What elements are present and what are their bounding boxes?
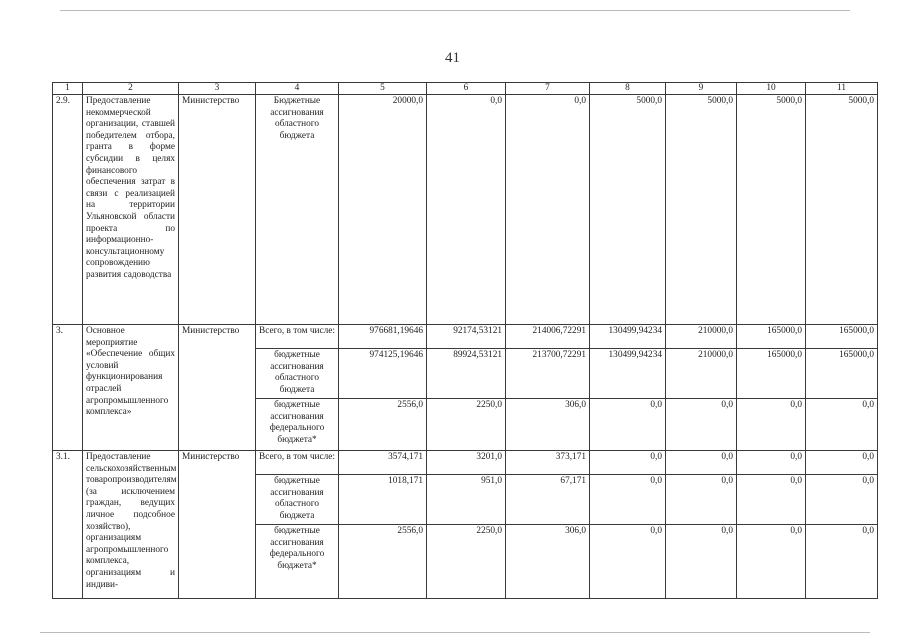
value-cell: 2556,0 [339,399,427,451]
funding-source: бюджетные ассигнования областного бюджета [256,475,339,525]
value-cell: 0,0 [506,95,590,325]
col-header-6: 6 [427,83,506,95]
value-cell: 5000,0 [806,95,878,325]
col-header-4: 4 [256,83,339,95]
value-cell: 0,0 [806,399,878,451]
value-cell: 0,0 [590,451,666,475]
value-cell: 214006,72291 [506,325,590,349]
col-header-1: 1 [53,83,83,95]
value-cell: 2250,0 [427,525,506,599]
activity-name: Предоставление сельскохозяйственным товаропроизводителям (за исключением граждан, ведущих личное подсобное хозяйство), организациям агропромышленного комплекса, организациям и индиви- [83,451,179,599]
value-cell: 5000,0 [590,95,666,325]
executor: Министерство [179,451,256,599]
value-cell: 0,0 [737,475,806,525]
col-header-11: 11 [806,83,878,95]
col-header-3: 3 [179,83,256,95]
funding-source: бюджетные ассигнования областного бюджета [256,349,339,399]
value-cell: 0,0 [590,399,666,451]
budget-table [52,82,878,599]
value-cell: 20000,0 [339,95,427,325]
value-cell: 3574,171 [339,451,427,475]
col-header-10: 10 [737,83,806,95]
value-cell: 0,0 [666,475,737,525]
value-cell: 67,171 [506,475,590,525]
value-cell: 0,0 [806,475,878,525]
funding-source: бюджетные ассигнования федерального бюджета* [256,399,339,451]
value-cell: 0,0 [737,451,806,475]
value-cell: 130499,94234 [590,325,666,349]
table-row-3-1-total [53,451,878,475]
activity-name: Предоставление некоммерческой организации, ставшей победителем отбора, гранта в форме субсидии в целях финансового обеспечения затрат в связи с реализацией на территории Ульяновской области проекта по информационно-консультационному сопровождению развития садоводства [83,95,179,325]
value-cell: 976681,19646 [339,325,427,349]
value-cell: 0,0 [806,525,878,599]
col-header-2: 2 [83,83,179,95]
value-cell: 0,0 [737,399,806,451]
value-cell: 0,0 [666,451,737,475]
value-cell: 306,0 [506,399,590,451]
table-row-2-9 [53,95,878,325]
col-header-9: 9 [666,83,737,95]
value-cell: 92174,53121 [427,325,506,349]
executor: Министерство [179,95,256,325]
scan-artifact [60,10,850,11]
col-header-7: 7 [506,83,590,95]
col-header-5: 5 [339,83,427,95]
column-number-row [53,83,878,95]
activity-name: Основное мероприятие «Обеспечение общих условий функционирования отраслей агропромышленного комплекса» [83,325,179,451]
value-cell: 89924,53121 [427,349,506,399]
value-cell: 974125,19646 [339,349,427,399]
row-number: 3. [53,325,83,451]
value-cell: 1018,171 [339,475,427,525]
value-cell: 951,0 [427,475,506,525]
funding-source: бюджетные ассигнования федерального бюджета* [256,525,339,599]
funding-source: Всего, в том числе: [256,451,339,475]
row-number: 2.9. [53,95,83,325]
value-cell: 5000,0 [666,95,737,325]
value-cell: 2556,0 [339,525,427,599]
executor: Министерство [179,325,256,451]
funding-source: Бюджетные ассигнования областного бюджета [256,95,339,325]
value-cell: 210000,0 [666,325,737,349]
value-cell: 0,0 [590,475,666,525]
funding-source: Всего, в том числе: [256,325,339,349]
value-cell: 0,0 [427,95,506,325]
col-header-8: 8 [590,83,666,95]
value-cell: 130499,94234 [590,349,666,399]
scan-artifact [40,632,870,633]
value-cell: 165000,0 [806,325,878,349]
value-cell: 213700,72291 [506,349,590,399]
value-cell: 165000,0 [737,349,806,399]
value-cell: 3201,0 [427,451,506,475]
value-cell: 0,0 [590,525,666,599]
value-cell: 0,0 [737,525,806,599]
value-cell: 2250,0 [427,399,506,451]
page-number: 41 [445,50,460,66]
table-row-3-total [53,325,878,349]
value-cell: 373,171 [506,451,590,475]
row-number: 3.1. [53,451,83,599]
value-cell: 0,0 [666,399,737,451]
value-cell: 210000,0 [666,349,737,399]
value-cell: 306,0 [506,525,590,599]
value-cell: 0,0 [806,451,878,475]
value-cell: 165000,0 [737,325,806,349]
value-cell: 5000,0 [737,95,806,325]
value-cell: 0,0 [666,525,737,599]
value-cell: 165000,0 [806,349,878,399]
